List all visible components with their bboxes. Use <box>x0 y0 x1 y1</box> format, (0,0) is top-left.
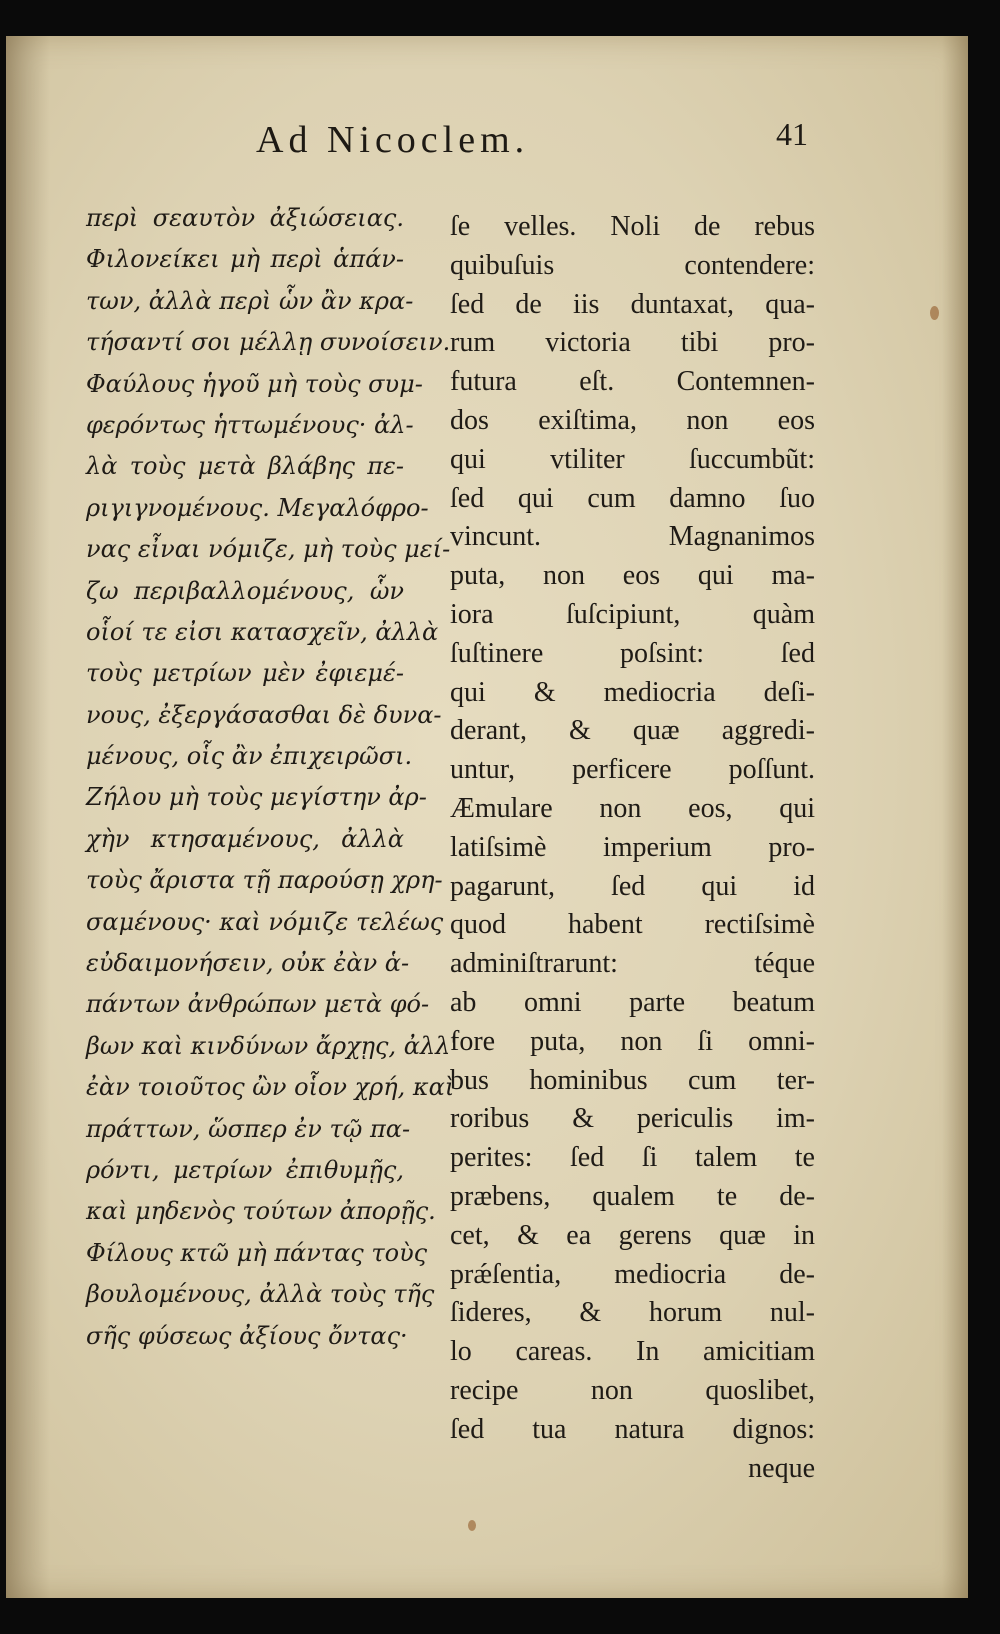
greek-line: νους, ἐξεργάσασθαι δὲ δυνα- <box>86 700 442 729</box>
greek-line: περὶ σεαυτὸν ἀξιώσειας. <box>86 204 404 232</box>
latin-line: ſe velles. Noli de rebus <box>450 211 815 242</box>
latin-line: puta, non eos qui ma- <box>450 560 815 592</box>
latin-line: derant, & quæ aggredi- <box>450 715 815 747</box>
latin-line: prǽſentia, mediocria de- <box>450 1258 815 1290</box>
greek-line: καὶ μηδενὸς τούτων ἀπορῇς. <box>86 1197 436 1226</box>
running-head: Ad Nicoclem. <box>256 119 530 161</box>
greek-line: ρόντι, μετρίων ἐπιθυμῇς, <box>86 1155 404 1184</box>
greek-line: ριγιγνομένους. Μεγαλόφρο- <box>86 493 429 522</box>
latin-line: præbens, qualem te de- <box>450 1180 815 1212</box>
latin-line: iora ſuſcipiunt, quàm <box>450 598 815 630</box>
greek-line: Ζήλου μὴ τοὺς μεγίστην ἀρ- <box>86 783 427 812</box>
latin-line: Æmulare non eos, qui <box>450 792 815 824</box>
latin-line: ſed tua natura dignos: <box>450 1413 815 1445</box>
ink-spot <box>930 306 939 320</box>
latin-line: fore puta, non ſi omni- <box>450 1025 815 1057</box>
latin-text-column <box>450 208 815 1488</box>
greek-line: νας εἶναι νόμιζε, μὴ τοὺς μεί- <box>86 535 451 564</box>
latin-line: ſed qui cum damno ſuo <box>450 482 815 514</box>
greek-line: οἷοί τε εἰσι κατασχεῖν, ἀλλὰ <box>86 617 439 646</box>
greek-line: λὰ τοὺς μετὰ βλάβης πε- <box>86 452 404 481</box>
greek-line: εὐδαιμονήσειν, οὐκ ἐὰν ἁ- <box>86 949 410 978</box>
latin-line: untur, perficere poſſunt. <box>450 754 815 786</box>
latin-line: quibuſuis contendere: <box>450 249 815 281</box>
latin-line: lo careas. In amicitiam <box>450 1336 815 1368</box>
latin-line: recipe non quoslibet, <box>450 1374 815 1406</box>
latin-line: ſideres, & horum nul- <box>450 1297 815 1329</box>
latin-line: rum victoria tibi pro- <box>450 327 815 359</box>
latin-line: ab omni parte beatum <box>450 986 815 1018</box>
latin-line: pagarunt, ſed qui id <box>450 870 815 902</box>
greek-line: μένους, οἷς ἂν ἐπιχειρῶσι. <box>86 742 413 771</box>
latin-line: ſed de iis duntaxat, qua- <box>450 288 815 320</box>
catchword: neque <box>748 1452 815 1484</box>
greek-text-column <box>86 198 457 1357</box>
greek-line: βουλομένους, ἀλλὰ τοὺς τῆς <box>86 1280 435 1309</box>
latin-line: ſuſtinere poſsint: ſed <box>450 637 815 669</box>
latin-line: dos exiſtima, non eos <box>450 404 815 436</box>
latin-line: qui & mediocria deſi- <box>450 676 815 708</box>
latin-line: futura eſt. Contemnen- <box>450 366 815 398</box>
greek-line: φερόντως ἡττωμένους· ἀλ- <box>86 410 414 439</box>
latin-line: quod habent rectiſsimè <box>450 909 815 941</box>
page-number: 41 <box>776 116 808 152</box>
latin-line: vincunt. Magnanimos <box>450 521 815 553</box>
page-gutter-shadow <box>6 36 50 1598</box>
latin-line: latiſsimè imperium pro- <box>450 831 815 863</box>
latin-line: cet, & ea gerens quæ in <box>450 1219 815 1251</box>
greek-line: Φιλονείκει μὴ περὶ ἁπάν- <box>86 245 404 274</box>
greek-line: σαμένους· καὶ νόμιζε τελέως <box>86 907 444 936</box>
greek-line: πάντων ἀνθρώπων μετὰ φό- <box>86 990 430 1019</box>
greek-line: Φαύλους ἡγοῦ μὴ τοὺς συμ- <box>86 369 423 398</box>
latin-line: adminiſtrarunt: téque <box>450 948 815 980</box>
greek-line: τοὺς μετρίων μὲν ἐφιεμέ- <box>86 659 404 688</box>
greek-line: ἐὰν τοιοῦτος ὢν οἷον χρή, καὶ <box>86 1073 455 1102</box>
greek-line: σῆς φύσεως ἀξίους ὄντας· <box>86 1321 408 1350</box>
greek-line: τοὺς ἄριστα τῇ παρούσῃ χρη- <box>86 866 443 895</box>
ink-spot <box>468 1520 476 1531</box>
latin-line: roribus & periculis im- <box>450 1103 815 1135</box>
greek-line: βων καὶ κινδύνων ἄρχῃς, ἀλλ' <box>86 1031 457 1060</box>
greek-line: χὴν κτησαμένους, ἀλλὰ <box>86 824 404 853</box>
book-page <box>6 36 968 1598</box>
greek-line: τήσαντί σοι μέλλῃ συνοίσειν. <box>86 328 451 357</box>
greek-line: των, ἀλλὰ περὶ ὧν ἂν κρα- <box>86 286 414 315</box>
greek-line: Φίλους κτῶ μὴ πάντας τοὺς <box>86 1238 428 1267</box>
latin-line: bus hominibus cum ter- <box>450 1064 815 1096</box>
greek-line: ζω περιβαλλομένους, ὧν <box>86 576 404 605</box>
page-edge-shadow <box>942 36 968 1598</box>
greek-line: πράττων, ὥσπερ ἐν τῷ πα- <box>86 1114 411 1143</box>
latin-line: qui vtiliter ſuccumbũt: <box>450 443 815 475</box>
latin-line: perites: ſed ſi talem te <box>450 1142 815 1174</box>
